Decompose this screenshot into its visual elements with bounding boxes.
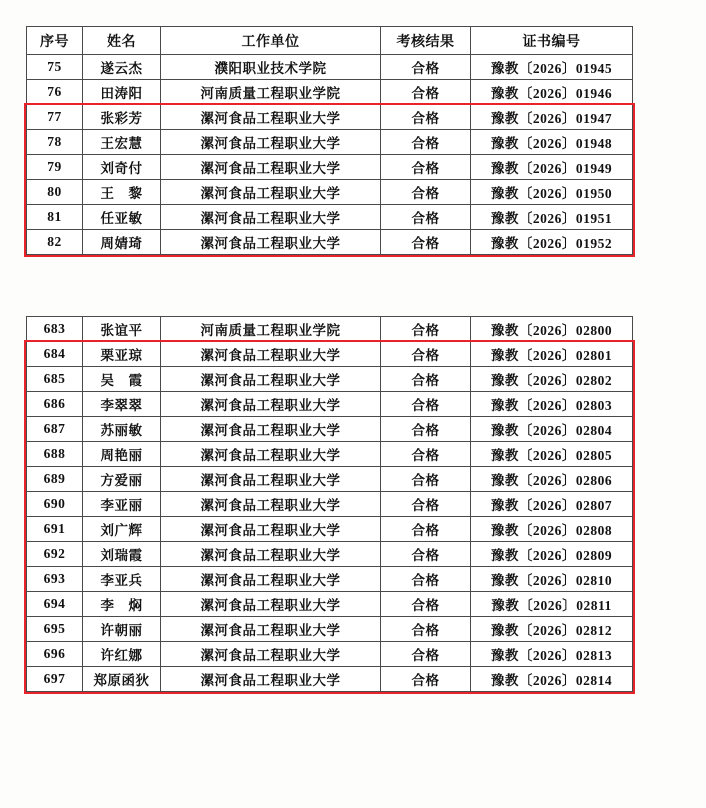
cell-org: 漯河食品工程职业大学 xyxy=(161,392,381,417)
table-row xyxy=(27,467,633,492)
cell-seq: 696 xyxy=(27,642,83,667)
cell-result: 合格 xyxy=(381,230,471,255)
cell-org: 河南质量工程职业学院 xyxy=(161,80,381,105)
cell-org: 河南质量工程职业学院 xyxy=(161,317,381,342)
cell-name: 刘广辉 xyxy=(83,517,161,542)
cell-seq: 82 xyxy=(27,230,83,255)
table-row xyxy=(27,567,633,592)
cell-name: 郑原函狄 xyxy=(83,667,161,692)
cell-result: 合格 xyxy=(381,130,471,155)
table-header-row xyxy=(27,27,633,55)
cell-seq: 683 xyxy=(27,317,83,342)
cell-cert: 豫教〔2026〕02807 xyxy=(471,492,633,517)
results-table-bottom xyxy=(26,316,633,692)
cell-org: 漯河食品工程职业大学 xyxy=(161,592,381,617)
cell-result: 合格 xyxy=(381,367,471,392)
cell-name: 栗亚琼 xyxy=(83,342,161,367)
table-row xyxy=(27,180,633,205)
column-header-cert: 证书编号 xyxy=(471,27,633,55)
cell-result: 合格 xyxy=(381,392,471,417)
cell-cert: 豫教〔2026〕01951 xyxy=(471,205,633,230)
cell-org: 漯河食品工程职业大学 xyxy=(161,492,381,517)
cell-cert: 豫教〔2026〕02804 xyxy=(471,417,633,442)
table-row xyxy=(27,442,633,467)
cell-seq: 686 xyxy=(27,392,83,417)
cell-name: 方爱丽 xyxy=(83,467,161,492)
table-row xyxy=(27,592,633,617)
cell-result: 合格 xyxy=(381,517,471,542)
table-row xyxy=(27,55,633,80)
cell-seq: 684 xyxy=(27,342,83,367)
cell-org: 漯河食品工程职业大学 xyxy=(161,105,381,130)
cell-cert: 豫教〔2026〕01945 xyxy=(471,55,633,80)
column-header-name: 姓名 xyxy=(83,27,161,55)
cell-result: 合格 xyxy=(381,467,471,492)
table-row xyxy=(27,417,633,442)
table-row xyxy=(27,642,633,667)
cell-seq: 692 xyxy=(27,542,83,567)
cell-name: 李亚兵 xyxy=(83,567,161,592)
cell-seq: 697 xyxy=(27,667,83,692)
cell-name: 许朝丽 xyxy=(83,617,161,642)
cell-name: 李 焖 xyxy=(83,592,161,617)
cell-name: 周婧琦 xyxy=(83,230,161,255)
cell-seq: 694 xyxy=(27,592,83,617)
cell-seq: 695 xyxy=(27,617,83,642)
table-row xyxy=(27,155,633,180)
cell-name: 遂云杰 xyxy=(83,55,161,80)
cell-cert: 豫教〔2026〕01949 xyxy=(471,155,633,180)
cell-seq: 81 xyxy=(27,205,83,230)
cell-name: 王宏慧 xyxy=(83,130,161,155)
cell-org: 漯河食品工程职业大学 xyxy=(161,467,381,492)
cell-seq: 690 xyxy=(27,492,83,517)
table-row xyxy=(27,367,633,392)
cell-cert: 豫教〔2026〕02810 xyxy=(471,567,633,592)
cell-cert: 豫教〔2026〕01946 xyxy=(471,80,633,105)
cell-seq: 687 xyxy=(27,417,83,442)
cell-cert: 豫教〔2026〕02813 xyxy=(471,642,633,667)
cell-org: 漯河食品工程职业大学 xyxy=(161,667,381,692)
cell-result: 合格 xyxy=(381,105,471,130)
table-row xyxy=(27,492,633,517)
cell-result: 合格 xyxy=(381,155,471,180)
table-row xyxy=(27,105,633,130)
cell-org: 漯河食品工程职业大学 xyxy=(161,442,381,467)
cell-seq: 80 xyxy=(27,180,83,205)
table-row xyxy=(27,317,633,342)
cell-result: 合格 xyxy=(381,80,471,105)
cell-seq: 691 xyxy=(27,517,83,542)
cell-seq: 75 xyxy=(27,55,83,80)
results-table-top xyxy=(26,26,633,255)
table-row xyxy=(27,392,633,417)
cell-result: 合格 xyxy=(381,55,471,80)
cell-seq: 76 xyxy=(27,80,83,105)
table-row xyxy=(27,617,633,642)
cell-cert: 豫教〔2026〕02808 xyxy=(471,517,633,542)
cell-result: 合格 xyxy=(381,417,471,442)
table-row xyxy=(27,230,633,255)
cell-org: 濮阳职业技术学院 xyxy=(161,55,381,80)
cell-cert: 豫教〔2026〕02806 xyxy=(471,467,633,492)
cell-cert: 豫教〔2026〕01948 xyxy=(471,130,633,155)
cell-result: 合格 xyxy=(381,180,471,205)
cell-name: 李亚丽 xyxy=(83,492,161,517)
cell-org: 漯河食品工程职业大学 xyxy=(161,567,381,592)
cell-cert: 豫教〔2026〕02803 xyxy=(471,392,633,417)
cell-name: 张谊平 xyxy=(83,317,161,342)
cell-name: 苏丽敏 xyxy=(83,417,161,442)
cell-org: 漯河食品工程职业大学 xyxy=(161,155,381,180)
column-header-seq: 序号 xyxy=(27,27,83,55)
table-row xyxy=(27,80,633,105)
cell-cert: 豫教〔2026〕02801 xyxy=(471,342,633,367)
cell-result: 合格 xyxy=(381,317,471,342)
cell-name: 周艳丽 xyxy=(83,442,161,467)
cell-result: 合格 xyxy=(381,642,471,667)
table-row xyxy=(27,205,633,230)
cell-org: 漯河食品工程职业大学 xyxy=(161,180,381,205)
cell-name: 李翠翠 xyxy=(83,392,161,417)
cell-cert: 豫教〔2026〕02805 xyxy=(471,442,633,467)
cell-org: 漯河食品工程职业大学 xyxy=(161,642,381,667)
cell-cert: 豫教〔2026〕01947 xyxy=(471,105,633,130)
column-header-result: 考核结果 xyxy=(381,27,471,55)
cell-org: 漯河食品工程职业大学 xyxy=(161,130,381,155)
table-row xyxy=(27,130,633,155)
cell-name: 田涛阳 xyxy=(83,80,161,105)
cell-org: 漯河食品工程职业大学 xyxy=(161,417,381,442)
cell-cert: 豫教〔2026〕01952 xyxy=(471,230,633,255)
cell-seq: 688 xyxy=(27,442,83,467)
cell-result: 合格 xyxy=(381,492,471,517)
cell-seq: 78 xyxy=(27,130,83,155)
table-row xyxy=(27,342,633,367)
table-row xyxy=(27,542,633,567)
cell-result: 合格 xyxy=(381,567,471,592)
cell-cert: 豫教〔2026〕02814 xyxy=(471,667,633,692)
cell-result: 合格 xyxy=(381,442,471,467)
cell-name: 张彩芳 xyxy=(83,105,161,130)
cell-name: 吴 霞 xyxy=(83,367,161,392)
cell-cert: 豫教〔2026〕02812 xyxy=(471,617,633,642)
cell-seq: 689 xyxy=(27,467,83,492)
cell-org: 漯河食品工程职业大学 xyxy=(161,205,381,230)
cell-org: 漯河食品工程职业大学 xyxy=(161,367,381,392)
cell-seq: 77 xyxy=(27,105,83,130)
cell-org: 漯河食品工程职业大学 xyxy=(161,342,381,367)
cell-result: 合格 xyxy=(381,617,471,642)
cell-seq: 685 xyxy=(27,367,83,392)
cell-seq: 79 xyxy=(27,155,83,180)
cell-cert: 豫教〔2026〕01950 xyxy=(471,180,633,205)
cell-org: 漯河食品工程职业大学 xyxy=(161,542,381,567)
cell-result: 合格 xyxy=(381,667,471,692)
cell-seq: 693 xyxy=(27,567,83,592)
cell-result: 合格 xyxy=(381,592,471,617)
column-header-org: 工作单位 xyxy=(161,27,381,55)
cell-name: 任亚敏 xyxy=(83,205,161,230)
cell-org: 漯河食品工程职业大学 xyxy=(161,517,381,542)
cell-cert: 豫教〔2026〕02811 xyxy=(471,592,633,617)
cell-org: 漯河食品工程职业大学 xyxy=(161,617,381,642)
cell-result: 合格 xyxy=(381,205,471,230)
cell-name: 刘奇付 xyxy=(83,155,161,180)
cell-org: 漯河食品工程职业大学 xyxy=(161,230,381,255)
cell-result: 合格 xyxy=(381,542,471,567)
cell-cert: 豫教〔2026〕02800 xyxy=(471,317,633,342)
cell-name: 王 黎 xyxy=(83,180,161,205)
table-row xyxy=(27,667,633,692)
cell-cert: 豫教〔2026〕02809 xyxy=(471,542,633,567)
cell-result: 合格 xyxy=(381,342,471,367)
cell-name: 刘瑞霞 xyxy=(83,542,161,567)
cell-name: 许红娜 xyxy=(83,642,161,667)
table-row xyxy=(27,517,633,542)
cell-cert: 豫教〔2026〕02802 xyxy=(471,367,633,392)
